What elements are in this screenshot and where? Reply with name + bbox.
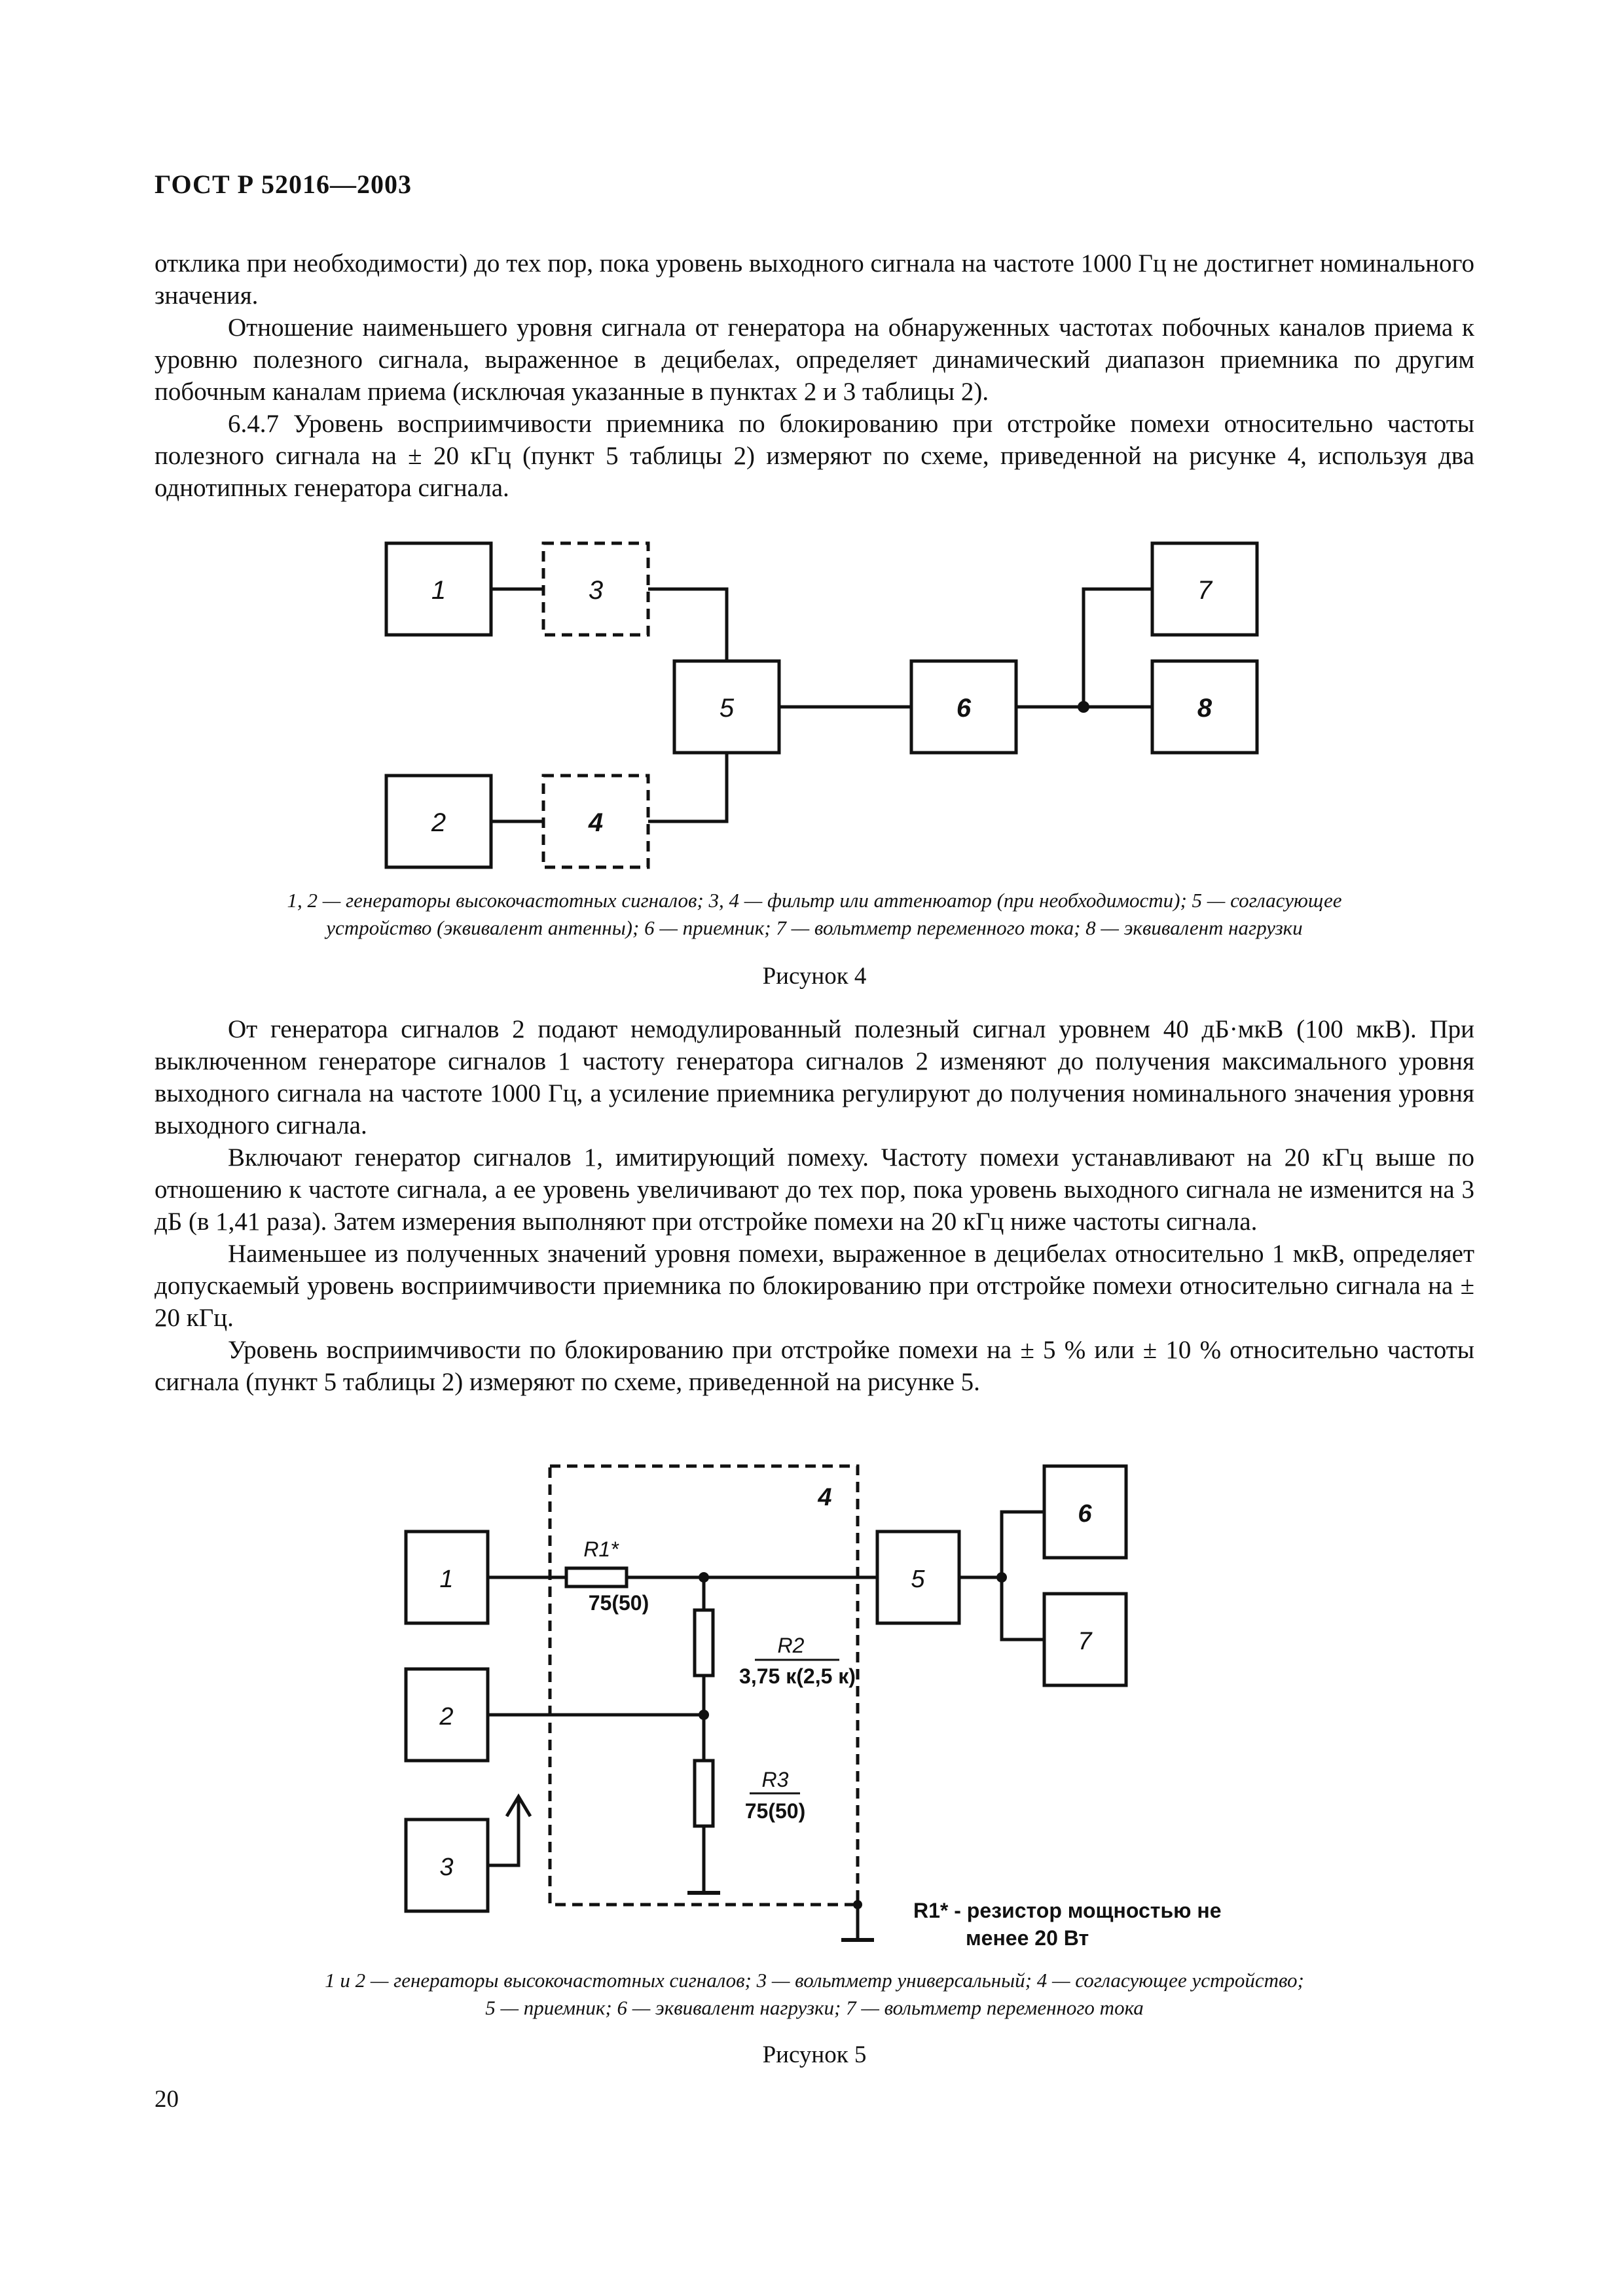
fig5-r2-name: R2 bbox=[777, 1634, 805, 1657]
fig5-label-2: 2 bbox=[439, 1703, 454, 1731]
figure-4-caption bbox=[155, 887, 1474, 942]
paragraph: Включают генератор сигналов 1, имитирующий помеху. Частоту помехи устанавливают на 20 кГц выше по отношению к частоте сигнала, а ее уровень увеличивают до тех пор, пока уровень выходного сигнала не изменится на 3 дБ (в 1,41 раза). Затем измерения выполняют при отстройке помехи на 20 кГц ниже частоты сигнала. bbox=[155, 1143, 1474, 1236]
figure-5-caption bbox=[155, 1967, 1474, 2022]
figure-4-title: Рисунок 4 bbox=[762, 963, 867, 990]
fig5-junction-dot-top bbox=[699, 1572, 709, 1583]
paragraph: Уровень восприимчивости по блокированию при отстройке помехи на ± 5 % или ± 10 % относительно частоты сигнала (пункт 5 таблицы 2) измеряют по схеме, приведенной на рисунке 5. bbox=[155, 1336, 1474, 1396]
fig5-r3-name: R3 bbox=[761, 1768, 789, 1791]
fig4-caption-line2: устройство (эквивалент антенны); 6 — приемник; 7 — вольтметр переменного тока; 8 — эквивалент нагрузки bbox=[326, 916, 1303, 939]
fig5-caption-line2: 5 — приемник; 6 — эквивалент нагрузки; 7 — вольтметр переменного тока bbox=[485, 1996, 1144, 2019]
fig5-r2-value: 3,75 к(2,5 к) bbox=[739, 1664, 856, 1688]
fig4-wire-3-5 bbox=[648, 589, 727, 661]
fig4-label-7: 7 bbox=[1197, 576, 1213, 605]
fig5-wire-junction-7 bbox=[1002, 1577, 1044, 1640]
fig4-label-4: 4 bbox=[588, 808, 604, 837]
fig5-label-3: 3 bbox=[439, 1854, 454, 1881]
fig5-note-line1: R1* - резистор мощностью не bbox=[913, 1899, 1222, 1922]
fig5-note-line2: менее 20 Вт bbox=[966, 1926, 1089, 1950]
fig5-junction-dot-right bbox=[996, 1572, 1007, 1583]
fig5-resistor-r2 bbox=[695, 1610, 713, 1676]
figure-5-circuit-diagram bbox=[367, 1446, 1270, 1957]
fig4-label-5: 5 bbox=[719, 694, 735, 723]
fig4-label-2: 2 bbox=[431, 808, 447, 837]
fig5-wire-3-probe bbox=[488, 1800, 519, 1865]
fig5-r1-value: 75(50) bbox=[588, 1591, 649, 1615]
fig5-r1-name: R1* bbox=[583, 1537, 619, 1561]
figure-5-title: Рисунок 5 bbox=[762, 2041, 867, 2068]
fig4-junction-dot bbox=[1078, 701, 1089, 713]
fig5-wire-junction-6 bbox=[1002, 1512, 1044, 1577]
page-number: 20 bbox=[155, 2086, 179, 2113]
fig4-label-6: 6 bbox=[956, 694, 972, 723]
paragraph: Наименьшее из полученных значений уровня помехи, выраженное в децибелах относительно 1 мкВ, определяет допускаемый уровень восприимчивости приемника по блокированию при отстройке помехи относительно сигнала на ± 20 кГц. bbox=[155, 1240, 1474, 1332]
fig5-label-4: 4 bbox=[818, 1484, 832, 1511]
fig5-junction-dot-mid bbox=[699, 1710, 709, 1720]
paragraph: отклика при необходимости) до тех пор, пока уровень выходного сигнала на частоте 1000 Гц не достигнет номинального значения. bbox=[155, 249, 1474, 310]
fig4-label-3: 3 bbox=[588, 576, 604, 605]
figure-4-block-diagram bbox=[367, 537, 1270, 877]
fig4-wire-4-5 bbox=[648, 753, 727, 821]
fig4-caption-line1: 1, 2 — генераторы высокочастотных сигналов; 3, 4 — фильтр или аттенюатор (при необходимости); 5 — согласующее bbox=[287, 889, 1342, 912]
fig4-label-8: 8 bbox=[1197, 694, 1213, 723]
fig5-r3-value: 75(50) bbox=[744, 1799, 806, 1823]
fig4-wire-junction-7 bbox=[1084, 589, 1152, 707]
fig5-junction-dot-ground bbox=[853, 1900, 862, 1909]
paragraph: Отношение наименьшего уровня сигнала от генератора на обнаруженных частотах побочных каналов приема к уровню полезного сигнала, выраженное в децибелах, определяет динамический диапазон приемника по другим побочным каналам приема (исключая указанные в пунктах 2 и 3 таблицы 2). bbox=[155, 314, 1474, 406]
paragraph: 6.4.7 Уровень восприимчивости приемника по блокированию при отстройке помехи относительно частоты полезного сигнала на ± 20 кГц (пункт 5 таблицы 2) измеряют по схеме, приведенной на рисунке 4, используя два однотипных генератора сигнала. bbox=[155, 410, 1474, 502]
fig5-resistor-r3 bbox=[695, 1761, 713, 1826]
fig4-label-1: 1 bbox=[431, 576, 447, 605]
document-header: ГОСТ Р 52016—2003 bbox=[155, 170, 412, 199]
fig5-resistor-r1 bbox=[566, 1568, 627, 1587]
fig5-label-7: 7 bbox=[1078, 1628, 1092, 1655]
fig5-label-6: 6 bbox=[1078, 1500, 1092, 1528]
text-block-top bbox=[155, 247, 1474, 504]
fig5-caption-line1: 1 и 2 — генераторы высокочастотных сигналов; 3 — вольтметр универсальный; 4 — согласующее устройство; bbox=[325, 1969, 1304, 1992]
fig5-label-5: 5 bbox=[911, 1566, 925, 1593]
fig5-label-1: 1 bbox=[439, 1566, 454, 1593]
text-block-middle bbox=[155, 1013, 1474, 1398]
paragraph: От генератора сигналов 2 подают немодулированный полезный сигнал уровнем 40 дБ·мкВ (100 мкВ). При выключенном генераторе сигналов 1 частоту генератора сигналов 2 изменяют до получения максимального уровня выходного сигнала на частоте 1000 Гц, а усиление приемника регулируют до получения номинального значения уровня выходного сигнала. bbox=[155, 1015, 1474, 1139]
